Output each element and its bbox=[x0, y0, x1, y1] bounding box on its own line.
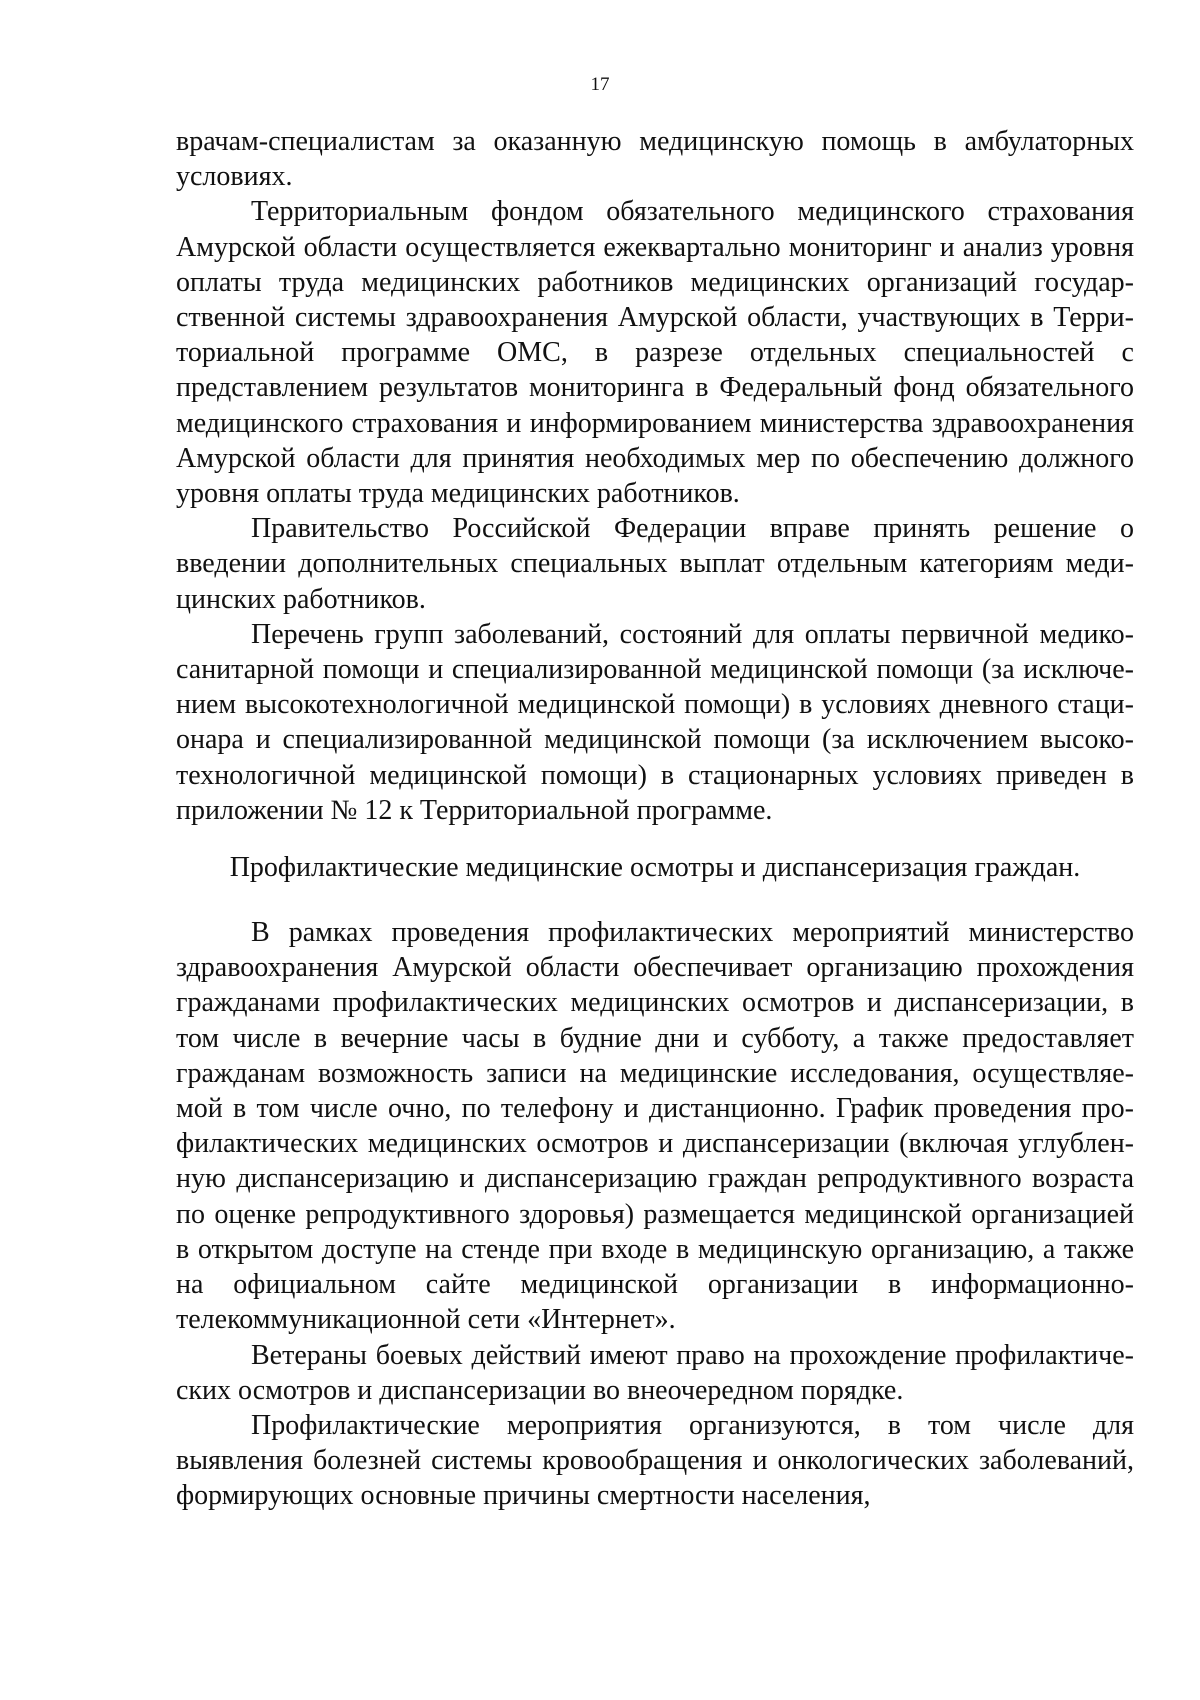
paragraph-preventive-activities: Профилактические мероприятия организуются, в том числе для выявления болезней системы кровообращения и онкологических заболеваний, формирующих основные причины смертности населения, bbox=[176, 1409, 1134, 1512]
paragraph-government: Правительство Российской Федерации вправе принять решение о введении дополнительных специальных выплат отдельным категориям медицинских работников. bbox=[176, 513, 1134, 615]
paragraph-continuation: врачам-специалистам за оказанную медицинскую помощь в амбулаторных условиях. bbox=[176, 126, 1134, 193]
document-body bbox=[176, 124, 1134, 1514]
paragraph-disease-list: Перечень групп заболеваний, состояний для оплаты первичной медико-санитарной помощи и специализированной медицинской помощи (за исключением высокотехнологичной медицинской помощи) в условиях дневного стационара и специализированной медицинской помощи (за исключением высокотехнологичной медицинской помощи) в стационарных условиях приведен в приложении № 12 к Территориальной программе. bbox=[176, 618, 1134, 826]
paragraph-veterans: Ветераны боевых действий имеют право на прохождение профилактических осмотров и диспансеризации во внеочередном порядке. bbox=[176, 1339, 1134, 1406]
page-number: 17 bbox=[590, 74, 610, 95]
paragraph-preventive-measures: В рамках проведения профилактических мероприятий министерство здравоохранения Амурской области обеспечивает организацию прохождения гражданами профилактических медицинских осмотров и диспансеризации, в том числе в вечерние часы в будние дни и субботу, а также предоставляет гражданам возможность записи на медицинские исследования, осуществляемой в том числе очно, по телефону и дистанционно. График проведения профилактических медицинских осмотров и диспансеризации (включая углубленную диспансеризацию и диспансеризацию граждан репродуктивного возраста по оценке репродуктивного здоровья) размещается медицинской организацией в открытом доступе на стенде при входе в медицинскую организацию, а также на официальном сайте медицинской организации в информационно-телекоммуникационной сети «Интернет». bbox=[176, 917, 1134, 1336]
paragraph-monitoring: Территориальным фондом обязательного медицинского страхования Амурской области осуществляется ежеквартально мониторинг и анализ уровня оплаты труда медицинских работников медицинских организаций государственной системы здравоохранения Амурской области, участвующих в Территориальной программе ОМС, в разрезе отдельных специальностей с представлением результатов мониторинга в Федеральный фонд обязательного медицинского страхования и информированием министерства здравоохранения Амурской области для принятия необходимых мер по обеспечению должного уровня оплаты труда медицинских работников. bbox=[176, 196, 1134, 510]
section-heading: Профилактические медицинские осмотры и диспансеризация граждан. bbox=[229, 852, 1081, 884]
